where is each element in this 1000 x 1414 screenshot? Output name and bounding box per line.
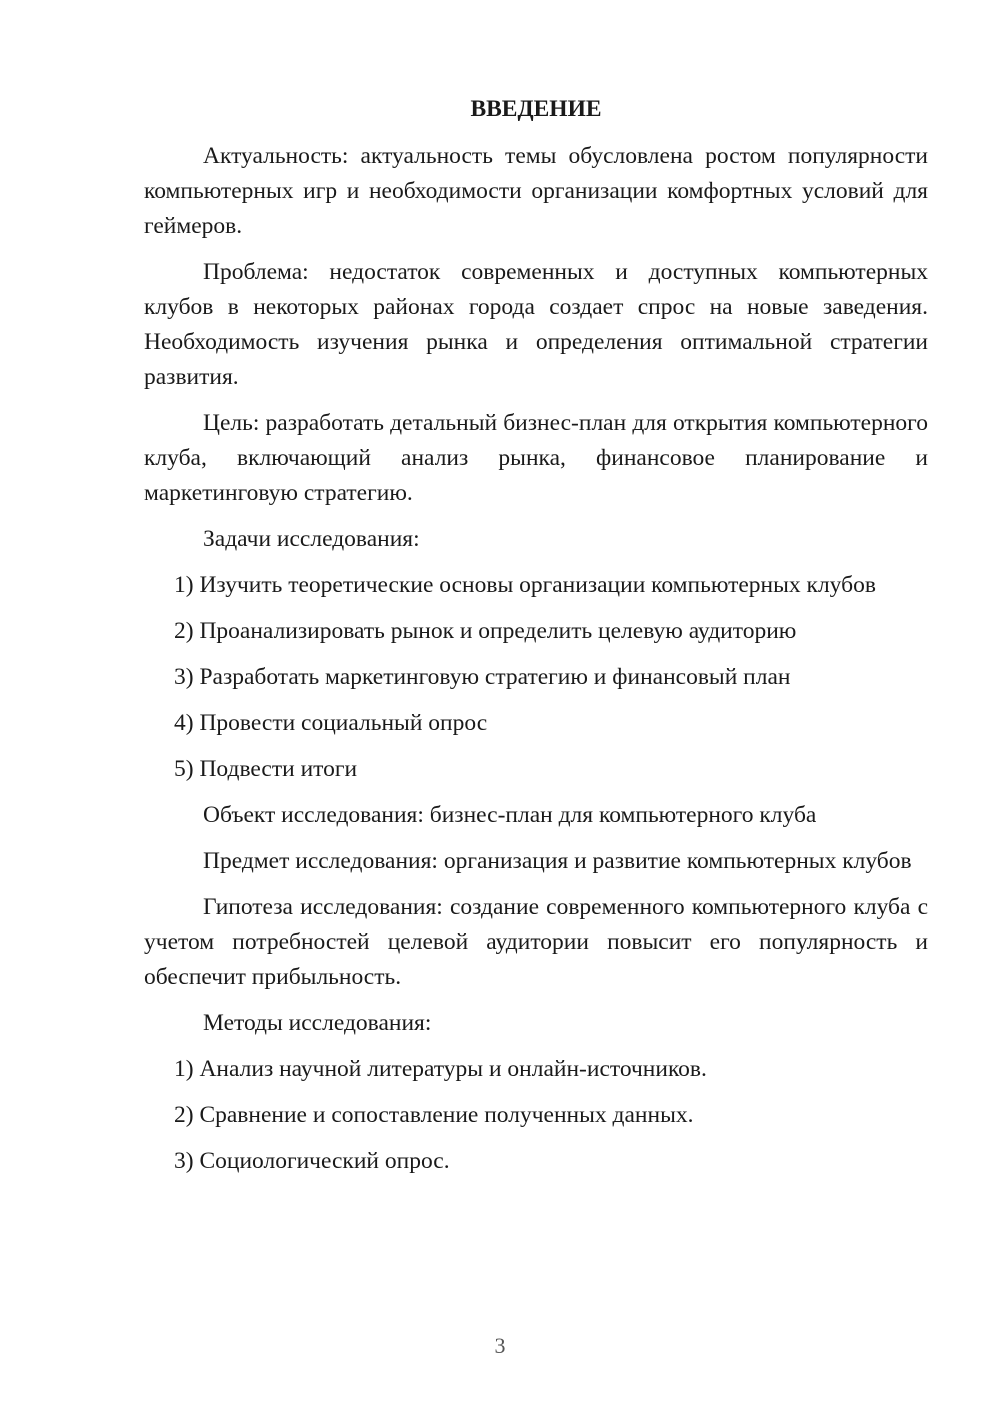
relevance-paragraph: Актуальность: актуальность темы обусловлена ростом популярности компьютерных игр и необходимости организации комфортных условий для геймеров. — [144, 143, 928, 239]
task-item: 5) Подвести итоги — [174, 756, 358, 782]
goal-paragraph: Цель: разработать детальный бизнес-план для открытия компьютерного клуба, включающий анализ рынка, финансовое планирование и маркетинговую стратегию. — [144, 410, 928, 506]
page-number: 3 — [494, 1333, 506, 1358]
subject-paragraph: Предмет исследования: организация и развитие компьютерных клубов — [203, 848, 912, 874]
document-body — [144, 92, 928, 1190]
task-item: 1) Изучить теоретические основы организации компьютерных клубов — [174, 572, 876, 598]
page-title: ВВЕДЕНИЕ — [470, 96, 602, 122]
method-item: 3) Социологический опрос. — [174, 1148, 450, 1174]
task-item: 4) Провести социальный опрос — [174, 710, 488, 736]
task-item: 2) Проанализировать рынок и определить целевую аудиторию — [174, 618, 797, 644]
task-item: 3) Разработать маркетинговую стратегию и финансовый план — [174, 664, 791, 690]
method-item: 2) Сравнение и сопоставление полученных данных. — [174, 1102, 694, 1128]
method-item: 1) Анализ научной литературы и онлайн-источников. — [174, 1056, 707, 1082]
problem-paragraph: Проблема: недостаток современных и доступных компьютерных клубов в некоторых районах города создает спрос на новые заведения. Необходимость изучения рынка и определения оптимальной стратегии развития. — [144, 259, 928, 390]
object-paragraph: Объект исследования: бизнес-план для компьютерного клуба — [203, 802, 817, 828]
tasks-label: Задачи исследования: — [203, 526, 420, 552]
methods-label: Методы исследования: — [203, 1010, 432, 1036]
hypothesis-paragraph: Гипотеза исследования: создание современного компьютерного клуба с учетом потребностей целевой аудитории повысит его популярность и обеспечит прибыльность. — [144, 894, 928, 990]
